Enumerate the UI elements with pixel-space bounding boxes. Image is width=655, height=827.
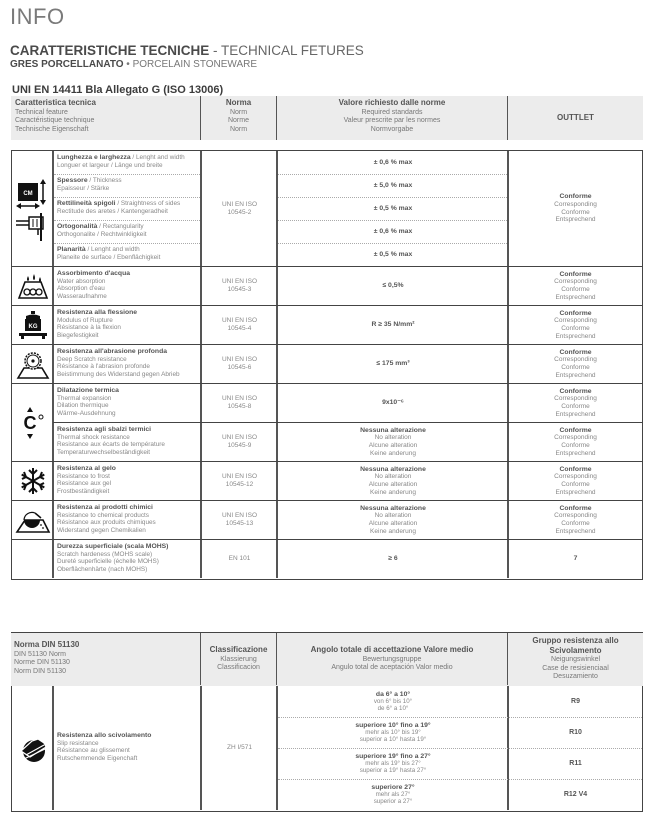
feature-line: Résistance au glissement (57, 747, 130, 755)
norm-value (202, 501, 277, 539)
norm-line: EN 101 (228, 555, 251, 562)
conforme-line: Conforme (561, 481, 590, 488)
feature-line: Thermal expansion (57, 394, 112, 402)
required-value (278, 501, 508, 539)
header-din-norm (14, 633, 199, 685)
norm-value (202, 151, 277, 266)
value-thickness (278, 174, 508, 197)
value-line: No alteration (374, 512, 412, 520)
outlet-conforme (509, 267, 642, 305)
value-length-width (278, 151, 508, 174)
subheading-light: PORCELAIN STONEWARE (132, 59, 258, 70)
header-feature (15, 96, 199, 140)
required-value (278, 462, 508, 500)
table-row-chemicals (12, 500, 642, 539)
norm-line: 10545-2 (227, 208, 252, 216)
feature-light: / Lenght and width (85, 246, 140, 253)
conforme-line: Corresponding (554, 317, 597, 325)
feature-bold: Dilatazione termica (57, 387, 119, 394)
norm-value (202, 540, 277, 578)
norm-line: UNI EN ISO (221, 356, 258, 363)
snowflake-icon (12, 462, 53, 500)
conforme-line: Conforme (561, 442, 590, 449)
conforme-line: Entsprechend (555, 527, 596, 535)
norm-value (202, 384, 277, 422)
conforme-line: Entsprechend (555, 332, 596, 340)
conforme-line: Corresponding (554, 200, 597, 208)
svg-text:KG: KG (28, 324, 37, 330)
header-din-bold: Norma DIN 51130 (14, 640, 80, 649)
feature-bold: Resistenza all'abrasione profonda (57, 348, 168, 355)
dotted-divider (54, 243, 200, 244)
header-norm-line: Norm (229, 108, 248, 116)
value-line: No alteration (374, 434, 412, 442)
feature-text (54, 732, 201, 762)
value-line: Keine anderung (370, 527, 416, 535)
conforme-line: Conforme (561, 286, 590, 293)
dotted-divider (54, 174, 200, 175)
value-line: No alteration (374, 473, 412, 481)
subheading-separator: • (123, 59, 133, 70)
feature-length-width (54, 154, 201, 174)
outlet-bold: 7 (573, 555, 578, 563)
conforme-line: Corresponding (554, 473, 597, 481)
conforme-line: Corresponding (554, 395, 597, 403)
table2-body (11, 686, 643, 812)
conforme-line: Corresponding (554, 356, 597, 364)
conforme-line: Entsprechend (555, 293, 596, 301)
feature-light: / Thickness (87, 177, 122, 184)
header-value (277, 96, 507, 140)
required-value (278, 540, 508, 578)
header-feature-line: Technical feature (15, 108, 68, 116)
conforme-line: Corresponding (554, 278, 597, 286)
feature-line: Modulus of Rupture (57, 316, 113, 324)
required-value (278, 267, 508, 305)
value-bold: ± 0,6 % max (373, 227, 413, 235)
angle-row (278, 717, 642, 748)
outlet-conforme (509, 501, 642, 539)
feature-light: / Rectangularity (97, 223, 144, 230)
table-row-dimensions (12, 151, 642, 266)
conforme-bold: Conforme (559, 270, 592, 278)
required-value (278, 384, 508, 422)
value-bold: 9x10⁻⁶ (382, 399, 404, 407)
norm-line: UNI EN ISO (221, 200, 258, 208)
feature-text (54, 348, 201, 378)
feature-line: Epaisseur / Stärke (57, 184, 110, 192)
value-line: Alcune alteration (368, 442, 418, 449)
header-din-line: Norm DIN 51130 (14, 667, 67, 675)
feature-text (54, 270, 201, 300)
header-value-line: Normvorgabe (370, 125, 414, 133)
feature-bold: Resistenza ai prodotti chimici (57, 504, 153, 511)
angle-line: superior a 27° (373, 798, 413, 805)
value-bold: ≤ 0,5% (382, 282, 404, 290)
header-norm (201, 96, 276, 140)
feature-line: Temperaturwechselbeständigkeit (57, 448, 151, 456)
table-row-flexion (12, 305, 642, 344)
header-angle (277, 633, 507, 685)
table-row-abrasion (12, 344, 642, 383)
feature-line: Resistance aux écarts de température (57, 441, 165, 449)
value-bold: ± 0,5 % max (373, 250, 413, 258)
conforme-bold: Conforme (559, 309, 592, 317)
norm-line: 10545-6 (227, 364, 252, 371)
feature-line: Dilation thermique (57, 402, 109, 410)
value-bold: ± 0,5 % max (373, 204, 413, 212)
feature-text (54, 465, 201, 495)
feature-light: / Lenght and width (130, 154, 185, 161)
value-bold: ≤ 175 mm³ (376, 360, 410, 368)
feature-line: Deep Scratch resistance (57, 355, 127, 363)
header-class-line: Classificacion (217, 664, 260, 671)
outlet-value (509, 540, 642, 578)
outlet-conforme (509, 423, 642, 461)
feature-bold: Ortogonalità (57, 223, 98, 230)
outlet-conforme (509, 462, 642, 500)
water-drops-icon (12, 267, 53, 305)
header-din-line: Norme DIN 51130 (14, 659, 70, 666)
conforme-bold: Conforme (559, 426, 592, 434)
feature-line: Rutschemmende Eigenchaft (57, 754, 138, 762)
angle-line: mehr als 27° (375, 791, 411, 798)
header-norm-bold: Norma (225, 98, 252, 107)
feature-text (54, 309, 201, 339)
value-bold: Nessuna alterazione (360, 504, 426, 512)
feature-light: / Straightness of sides (115, 200, 181, 207)
header-value-line: Required standards (361, 108, 423, 116)
feature-line: Beistimmung des Widerstand gegen Abrieb (57, 370, 180, 378)
angle-value (278, 686, 508, 717)
angle-row (278, 686, 642, 717)
dimension-caliper-icon (12, 151, 53, 266)
feature-line: Scratch hardeness (MOHS scale) (57, 550, 153, 558)
feature-line: Wärme-Ausdehnung (57, 409, 116, 417)
angle-line: de 6° a 10° (377, 705, 409, 712)
feature-text (54, 387, 201, 417)
table-row-frost (12, 461, 642, 500)
main-heading (10, 43, 364, 58)
value-straightness (278, 197, 508, 220)
norm-line: UNI EN ISO (221, 473, 258, 480)
conforme-line: Entsprechend (555, 449, 596, 457)
header-group-line: Case de resisienciaal (542, 664, 609, 672)
subheading-bold: GRES PORCELLANATO (10, 59, 124, 70)
norm-value (202, 423, 277, 461)
required-value (278, 423, 508, 461)
feature-line: Orthogonalite / Rechtwinkligkeit (57, 230, 147, 238)
feature-bold: Resistenza agli sbalzi termici (57, 426, 152, 433)
feature-line: Planeite de surface / Ebenflächigkeit (57, 253, 161, 261)
weight-kg-icon (12, 306, 53, 344)
required-value (278, 306, 508, 344)
value-line: Keine anderung (370, 488, 416, 496)
angle-bold: superiore 27° (371, 784, 415, 791)
header-outlet (508, 96, 643, 140)
conforme-line: Entsprechend (555, 371, 596, 379)
norm-line: UNI EN ISO (221, 512, 258, 519)
norm-line: UNI EN ISO (221, 317, 258, 324)
feature-line: Rectitude des aretes / Kantengeradheit (57, 207, 168, 215)
feature-line: Resistance aux gel (57, 480, 111, 488)
value-line: Alcune alteration (368, 481, 418, 488)
feature-line: Résistance à la flexion (57, 324, 121, 332)
table1-header (11, 96, 643, 140)
table1-body (11, 150, 643, 580)
conforme-bold: Conforme (559, 387, 592, 395)
header-angle-bold: Angolo totale di accettazione Valore medio (310, 645, 474, 654)
conforme-line: Entsprechend (555, 488, 596, 496)
feature-text (54, 543, 201, 573)
conforme-bold: Conforme (559, 504, 592, 512)
saw-blade-icon (12, 345, 53, 383)
feature-line: Longuer et largeur / Länge und breite (57, 161, 163, 169)
angle-line: mehr als 19° bis 27° (365, 760, 421, 767)
svg-text:CM: CM (22, 190, 33, 197)
header-group-bold: Gruppo resistenza allo (532, 636, 619, 645)
conforme-line: Corresponding (554, 434, 597, 442)
header-norm-line: Norme (227, 117, 249, 124)
header-feature-line: Technische Eigenschaft (15, 125, 89, 133)
feature-line: Slip resistance (57, 739, 99, 747)
classification-value (202, 686, 277, 810)
svg-text:C: C (23, 412, 36, 433)
header-value-bold: Valore richiesto dalle norme (338, 98, 446, 107)
header-din-line: DIN 51130 Norm (14, 650, 67, 658)
feature-bold: Resistenza allo scivolamento (57, 732, 152, 739)
header-angle-line: Bewertungsgruppe (362, 655, 422, 663)
feature-rectangularity (54, 223, 201, 243)
header-norm-line: Norm (229, 125, 248, 133)
feature-flatness (54, 246, 201, 266)
slip-group-value: R10 (569, 729, 582, 736)
header-class-line: Klassierung (220, 655, 257, 663)
dotted-divider (54, 220, 200, 221)
header-class-bold: Classificazione (209, 645, 268, 654)
slip-group-value: R9 (571, 698, 580, 705)
norm-value (202, 306, 277, 344)
header-slip-group (508, 633, 643, 685)
outlet-conforme (509, 306, 642, 344)
angle-value (278, 748, 508, 779)
feature-bold: Spessore (57, 177, 88, 184)
header-value-line: Valeur prescrite par les normes (343, 117, 441, 124)
value-flatness (278, 243, 508, 266)
value-bold: Nessuna alterazione (360, 426, 426, 434)
feature-line: Wasseraufnahme (57, 292, 107, 300)
feature-straightness (54, 200, 201, 220)
header-angle-line: Angulo total de aceptación Valor medio (331, 664, 453, 671)
table-row-mohs (12, 539, 642, 578)
angle-bold: da 6° a 10° (375, 691, 411, 698)
heading-light: - TECHNICAL FETURES (209, 43, 364, 58)
conforme-line: Conforme (561, 364, 590, 371)
norm-value (202, 267, 277, 305)
feature-line: Oberflächenhärte (nach MOHS) (57, 565, 148, 573)
value-bold: Nessuna alterazione (360, 465, 426, 473)
slip-group-value: R12 V4 (563, 791, 588, 798)
feature-line: Thermal shock resistance (57, 433, 130, 441)
header-group-line: Neigungswinkel (550, 656, 601, 663)
angle-value (278, 779, 508, 810)
outlet-conforme (509, 384, 642, 422)
conforme-line: Entsprechend (555, 216, 596, 224)
angle-line: superior a 19° hasta 27° (359, 767, 427, 774)
value-bold: ± 0,6 % max (373, 158, 413, 166)
table-row-water-absorption (12, 266, 642, 305)
table2-header (11, 632, 643, 686)
outlet-conforme (509, 151, 642, 266)
feature-bold: Lunghezza e larghezza (57, 154, 131, 161)
feature-bold: Rettilineità spigoli (57, 200, 116, 207)
angle-bold: superiore 10° fino a 19° (355, 722, 431, 729)
required-value (278, 345, 508, 383)
chemical-flask-icon (12, 501, 53, 539)
feature-bold: Durezza superficiale (scala MOHS) (57, 543, 169, 550)
heading-bold: CARATTERISTICHE TECNICHE (10, 43, 210, 58)
conforme-line: Conforme (561, 208, 590, 216)
header-feature-line: Caractéristique technique (15, 117, 95, 124)
angle-line: mehr als 10° bis 19° (365, 729, 421, 736)
value-line: Keine anderung (370, 449, 416, 457)
table-row-thermal-group (12, 383, 642, 461)
feature-line: Frostbeständigkeit (57, 487, 110, 495)
conforme-bold: Conforme (559, 465, 592, 473)
conforme-line: Corresponding (554, 512, 597, 520)
feature-line: Résistance aux produits chimiques (57, 519, 156, 527)
angle-line: von 6° bis 10° (373, 698, 413, 705)
norm-line: UNI EN ISO (221, 434, 258, 441)
shoe-slip-icon (12, 686, 53, 810)
page-title: INFO (10, 4, 65, 29)
header-outlet-bold: OUTTLET (557, 112, 594, 122)
feature-thickness (54, 177, 201, 197)
angle-line: superior a 10° hasta 19° (359, 736, 427, 743)
thermal-celsius-icon (12, 384, 53, 461)
feature-bold: Assorbimento d'acqua (57, 270, 130, 277)
norm-value (202, 345, 277, 383)
conforme-line: Conforme (561, 403, 590, 410)
angle-row (278, 748, 642, 779)
norm-value (202, 462, 277, 500)
value-bold: R ≥ 35 N/mm² (371, 321, 415, 329)
header-group-line: Desuzamiento (553, 673, 598, 680)
feature-bold: Resistenza al gelo (57, 465, 116, 472)
header-feature-bold: Caratteristica tecnica (15, 98, 96, 107)
value-rectangularity (278, 220, 508, 243)
dotted-divider (54, 197, 200, 198)
norm-line: 10545-9 (227, 442, 252, 449)
conforme-bold: Conforme (559, 348, 592, 356)
feature-bold: Planarità (57, 246, 86, 253)
feature-text (54, 504, 201, 534)
conforme-line: Conforme (561, 325, 590, 332)
outlet-conforme (509, 345, 642, 383)
angle-row (278, 779, 642, 810)
feature-line: Resistance to frost (57, 472, 110, 480)
feature-line: Absorption d'eau (57, 285, 105, 293)
feature-line: Résistance à l'abrasion profonde (57, 363, 150, 371)
feature-line: Dureté superficielle (échelle MOHS) (57, 558, 159, 566)
sub-heading (10, 59, 257, 70)
header-classification (201, 633, 276, 685)
feature-line: Biegefestigkeit (57, 331, 99, 339)
table1-title: UNI EN 14411 Bla Allegato G (ISO 13006) (12, 84, 224, 96)
feature-line: Widerstand gegen Chemikalien (57, 526, 146, 534)
value-line: Alcune alteration (368, 520, 418, 527)
norm-line: 10545-13 (225, 520, 254, 527)
classification-text: ZH I/571 (227, 744, 252, 751)
feature-line: Resistance to chemical products (57, 511, 149, 519)
norm-line: UNI EN ISO (221, 278, 258, 285)
norm-line: 10545-4 (227, 325, 252, 332)
norm-line: 10545-3 (227, 286, 252, 293)
angle-bold: superiore 19° fino a 27° (355, 753, 431, 760)
feature-line: Water absorption (57, 277, 106, 285)
header-group-bold: Scivolamento (549, 645, 602, 655)
slip-group-value: R11 (569, 760, 582, 767)
value-bold: ≥ 6 (388, 555, 398, 563)
feature-text (54, 426, 201, 456)
norm-line: 10545-12 (225, 481, 254, 488)
conforme-line: Conforme (561, 520, 590, 527)
norm-line: 10545-8 (227, 403, 252, 410)
conforme-line: Entsprechend (555, 410, 596, 418)
angle-value (278, 717, 508, 748)
feature-bold: Resistenza alla flessione (57, 309, 138, 316)
conforme-bold: Conforme (559, 193, 592, 201)
norm-line: UNI EN ISO (221, 395, 258, 402)
value-bold: ± 5,0 % max (373, 181, 413, 189)
